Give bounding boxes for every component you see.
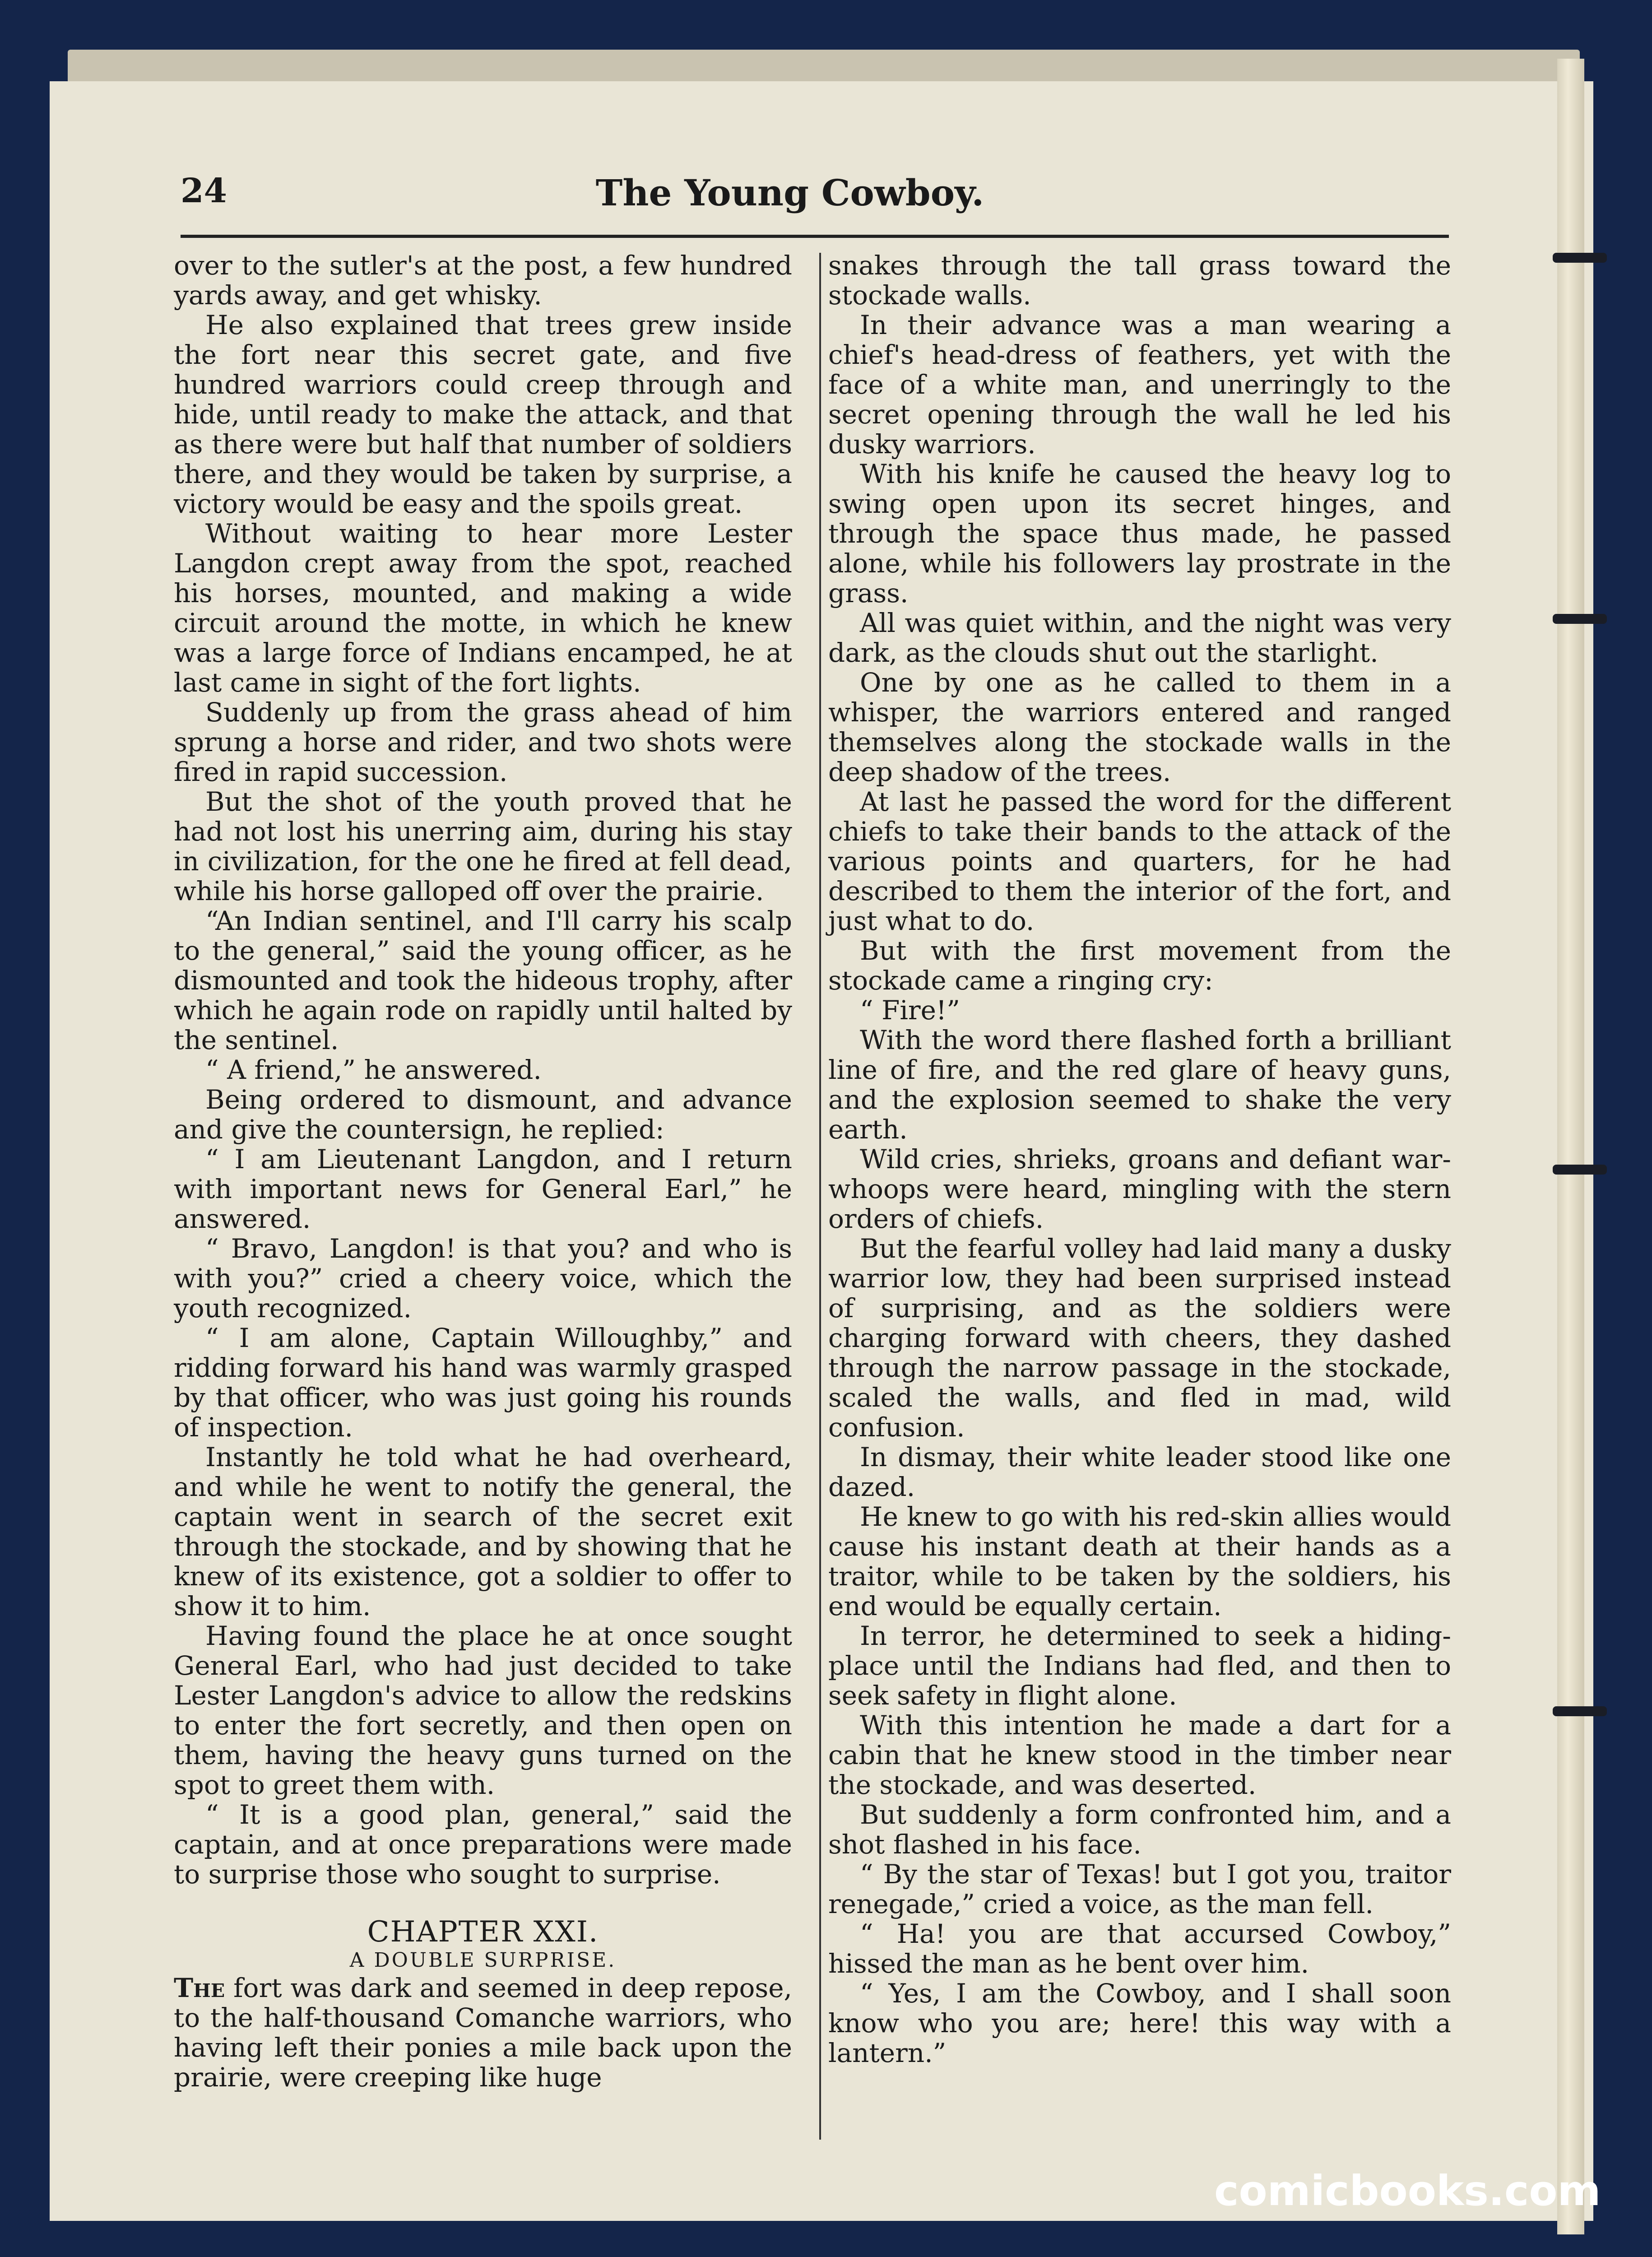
paragraph: He also explained that trees grew inside the fort near this secret gate, and five hundred warriors could creep through and hide, until ready to make the attack, and that as there were but half that number of soldiers there, and they would be taken by surprise, a victory would be easy and the spoils great. — [174, 310, 792, 519]
staple — [1553, 253, 1607, 263]
paragraph: “ Ha! you are that accursed Cowboy,” hissed the man as he bent over him. — [828, 1918, 1451, 1979]
paragraph: snakes through the tall grass toward the stockade walls. — [828, 250, 1451, 311]
running-head: The Young Cowboy. — [595, 172, 984, 214]
paragraph: But the fearful volley had laid many a dusky warrior low, they had been surprised instead of surprising, and as the soldiers were charging forward with cheers, they dashed through the narrow passage in the stockade, scaled the walls, and fled in mad, wild confusion. — [828, 1233, 1451, 1443]
paragraph: “ I am Lieutenant Langdon, and I return with important news for General Earl,” he answered. — [174, 1144, 792, 1234]
paragraph: Instantly he told what he had overheard, and while he went to notify the general, the captain went in search of the secret exit through the stockade, and by showing that he knew of its existence, got a soldier to offer to show it to him. — [174, 1442, 792, 1621]
paragraph: “ Fire!” — [860, 995, 960, 1026]
paragraph: “ By the star of Texas! but I got you, traitor renegade,” cried a voice, as the man fell. — [828, 1859, 1451, 1919]
page-number: 24 — [181, 172, 227, 210]
staple — [1553, 614, 1607, 624]
paragraph: “ A friend,” he answered. — [205, 1054, 542, 1085]
chapter-title: CHAPTER XXI. — [367, 1915, 599, 1949]
paragraph: In terror, he determined to seek a hiding-place until the Indians had fled, and then to seek safety in flight alone. — [828, 1621, 1451, 1711]
opening-text: fort was dark and seemed in deep repose, to the half-thousand Comanche warriors, who having left their ponies a mile back upon the prairie, were creeping like huge — [174, 1973, 792, 2093]
paragraph: “ I am alone, Captain Willoughby,” and ridding forward his hand was warmly grasped by that officer, who was just going his rounds of inspection. — [174, 1323, 792, 1443]
paragraph: In their advance was a man wearing a chief's head-dress of feathers, yet with the face of a white man, and unerringly to the secret opening through the wall he led his dusky warriors. — [828, 310, 1451, 460]
chapter-subtitle: A DOUBLE SURPRISE. — [349, 1949, 617, 1972]
left-column — [174, 251, 792, 2092]
paragraph: With the word there flashed forth a brilliant line of fire, and the red glare of heavy guns, and the explosion seemed to shake the very earth. — [828, 1025, 1451, 1145]
page-header — [131, 172, 1449, 239]
paragraph: With his knife he caused the heavy log to swing open upon its secret hinges, and through the space thus made, he passed alone, while his followers lay prostrate in the grass. — [828, 459, 1451, 608]
staple — [1553, 1706, 1607, 1716]
paragraph: “ Yes, I am the Cowboy, and I shall soon know who you are; here! this way with a lantern.” — [828, 1978, 1451, 2068]
paragraph: One by one as he called to them in a whisper, the warriors entered and ranged themselves along the stockade walls in the deep shadow of the trees. — [828, 667, 1451, 787]
paragraph: All was quiet within, and the night was very dark, as the clouds shut out the starlight. — [828, 608, 1451, 668]
paragraph: At last he passed the word for the different chiefs to take their bands to the attack of the various points and quarters, for he had described to them the interior of the fort, and just what to do. — [828, 786, 1451, 936]
paragraph: “ It is a good plan, general,” said the captain, and at once preparations were made to surprise those who sought to surprise. — [174, 1799, 792, 1890]
paragraph: Being ordered to dismount, and advance and give the countersign, he replied: — [174, 1084, 792, 1145]
paragraph: over to the sutler's at the post, a few hundred yards away, and get whisky. — [174, 250, 792, 311]
right-column — [828, 251, 1451, 2068]
paragraph: With this intention he made a dart for a cabin that he knew stood in the timber near the stockade, and was deserted. — [828, 1710, 1451, 1800]
paragraph: Suddenly up from the grass ahead of him sprung a horse and rider, and two shots were fired in rapid succession. — [174, 697, 792, 787]
binding-edge — [1557, 59, 1584, 2234]
header-rule — [181, 235, 1449, 238]
paragraph: But the shot of the youth proved that he had not lost his unerring aim, during his stay in civilization, for the one he fired at fell dead, while his horse galloped off over the prairie. — [174, 786, 792, 906]
paragraph: But suddenly a form confronted him, and a shot flashed in his face. — [828, 1799, 1451, 1860]
paragraph: In dismay, their white leader stood like one dazed. — [828, 1442, 1451, 1502]
paragraph: Having found the place he at once sought General Earl, who had just decided to take Lester Langdon's advice to allow the redskins to enter the fort secretly, and then open on them, having the heavy guns turned on the spot to greet them with. — [174, 1621, 792, 1800]
paragraph: Without waiting to hear more Lester Langdon crept away from the spot, reached his horses, mounted, and making a wide circuit around the motte, in which he knew was a large force of Indians encamped, he at last came in sight of the fort lights. — [174, 518, 792, 698]
paragraph: He knew to go with his red-skin allies would cause his instant death at their hands as a traitor, while to be taken by the soldiers, his end would be equally certain. — [828, 1501, 1451, 1621]
paragraph: But with the first movement from the stockade came a ringing cry: — [828, 935, 1451, 996]
staple — [1553, 1165, 1607, 1175]
site-watermark: comicbooks.com — [1214, 2167, 1601, 2215]
paragraph: Wild cries, shrieks, groans and defiant war-whoops were heard, mingling with the stern orders of chiefs. — [828, 1144, 1451, 1234]
opening-word: The — [174, 1973, 225, 2003]
column-divider — [819, 253, 821, 2140]
paragraph: “ Bravo, Langdon! is that you? and who is with you?” cried a cheery voice, which the youth recognized. — [174, 1233, 792, 1324]
paragraph: “An Indian sentinel, and I'll carry his scalp to the general,” said the young officer, as he dismounted and took the hideous trophy, after which he again rode on rapidly until halted by the sentinel. — [174, 906, 792, 1055]
chapter-opening-paragraph — [174, 1973, 792, 2092]
